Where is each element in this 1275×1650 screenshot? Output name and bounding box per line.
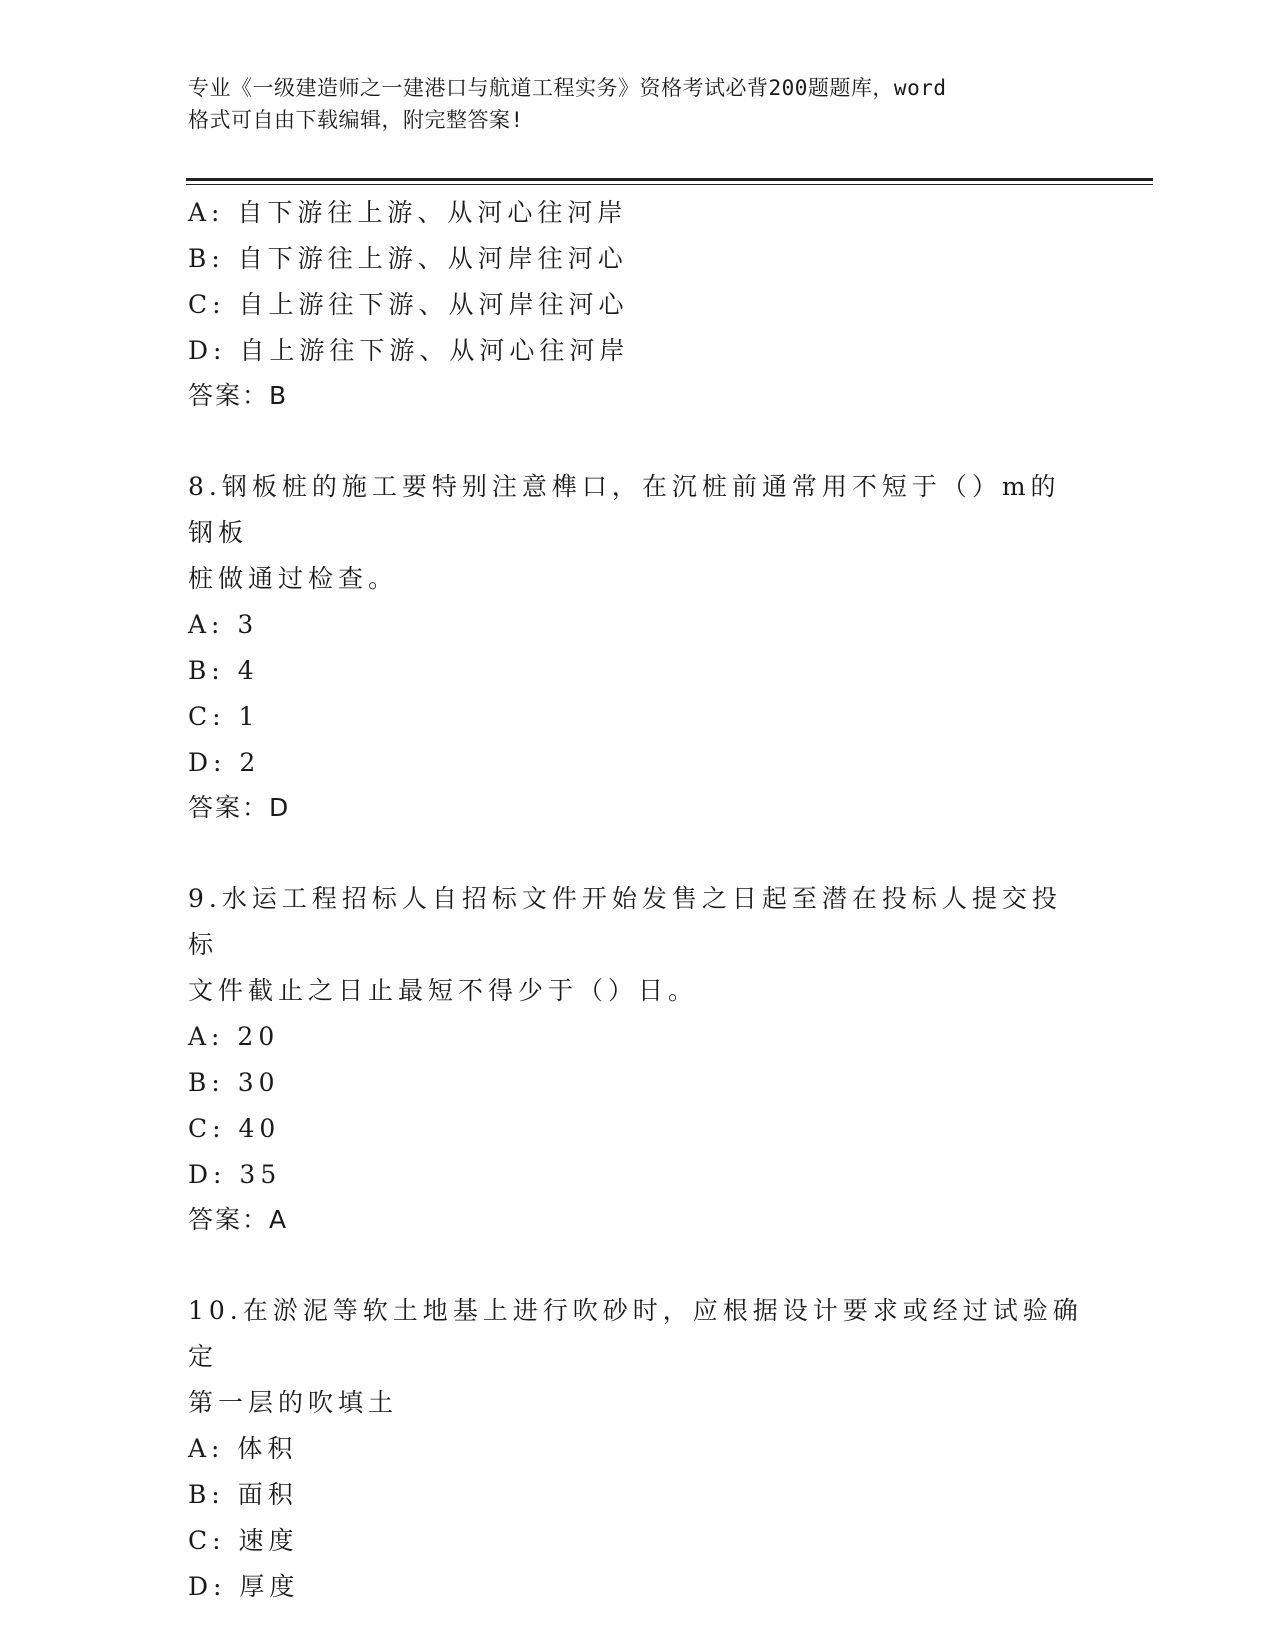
q7-option-a: A: 自下游往上游、从河心往河岸 (188, 198, 628, 227)
q9-stem-line-2: 文件截止之日止最短不得少于（）日。 (188, 976, 699, 1005)
q7-answer: 答案：B (188, 381, 289, 410)
question-7 (188, 190, 1088, 418)
q7-option-b: B: 自下游往上游、从河岸往河心 (188, 244, 628, 273)
document-header (188, 72, 1068, 136)
q9-option-c: C: 40 (188, 1114, 281, 1143)
question-8 (188, 464, 1088, 830)
q9-stem-line-1: 9.水运工程招标人自招标文件开始发售之日起至潜在投标人提交投标 (188, 884, 1062, 959)
spacer (188, 418, 1088, 464)
q9-answer: 答案：A (188, 1205, 289, 1234)
q8-option-b: B: 4 (188, 656, 259, 685)
q10-option-d: D: 厚度 (188, 1572, 300, 1601)
q10-stem-line-1: 10.在淤泥等软土地基上进行吹砂时，应根据设计要求或经过试验确定 (188, 1296, 1083, 1371)
header-divider-thin (186, 184, 1153, 185)
q8-option-c: C: 1 (188, 702, 260, 731)
q9-option-a: A: 20 (188, 1022, 280, 1051)
header-divider-thick (186, 178, 1153, 181)
q10-option-a: A: 体积 (188, 1434, 298, 1463)
question-list (188, 190, 1088, 1610)
header-line-2: 格式可自由下载编辑，附完整答案! (188, 108, 524, 132)
q10-option-c: C: 速度 (188, 1526, 299, 1555)
q8-stem-line-2: 桩做通过检查。 (188, 564, 399, 593)
spacer (188, 1242, 1088, 1288)
header-line-1: 专业《一级建造师之一建港口与航道工程实务》资格考试必背200题题库，word (188, 76, 947, 100)
q10-stem-line-2: 第一层的吹填土 (188, 1388, 399, 1417)
q7-option-c: C: 自上游往下游、从河岸往河心 (188, 290, 629, 319)
q8-option-a: A: 3 (188, 610, 259, 639)
q9-option-d: D: 35 (188, 1160, 282, 1189)
q10-option-b: B: 面积 (188, 1480, 298, 1509)
q8-answer: 答案：D (188, 793, 291, 822)
q8-option-d: D: 2 (188, 748, 261, 777)
spacer (188, 830, 1088, 876)
question-9 (188, 876, 1088, 1242)
question-10 (188, 1288, 1088, 1610)
q8-stem-line-1: 8.钢板桩的施工要特别注意榫口，在沉桩前通常用不短于（）m的钢板 (188, 472, 1061, 547)
q9-option-b: B: 30 (188, 1068, 280, 1097)
q7-option-d: D: 自上游往下游、从河心往河岸 (188, 336, 630, 365)
